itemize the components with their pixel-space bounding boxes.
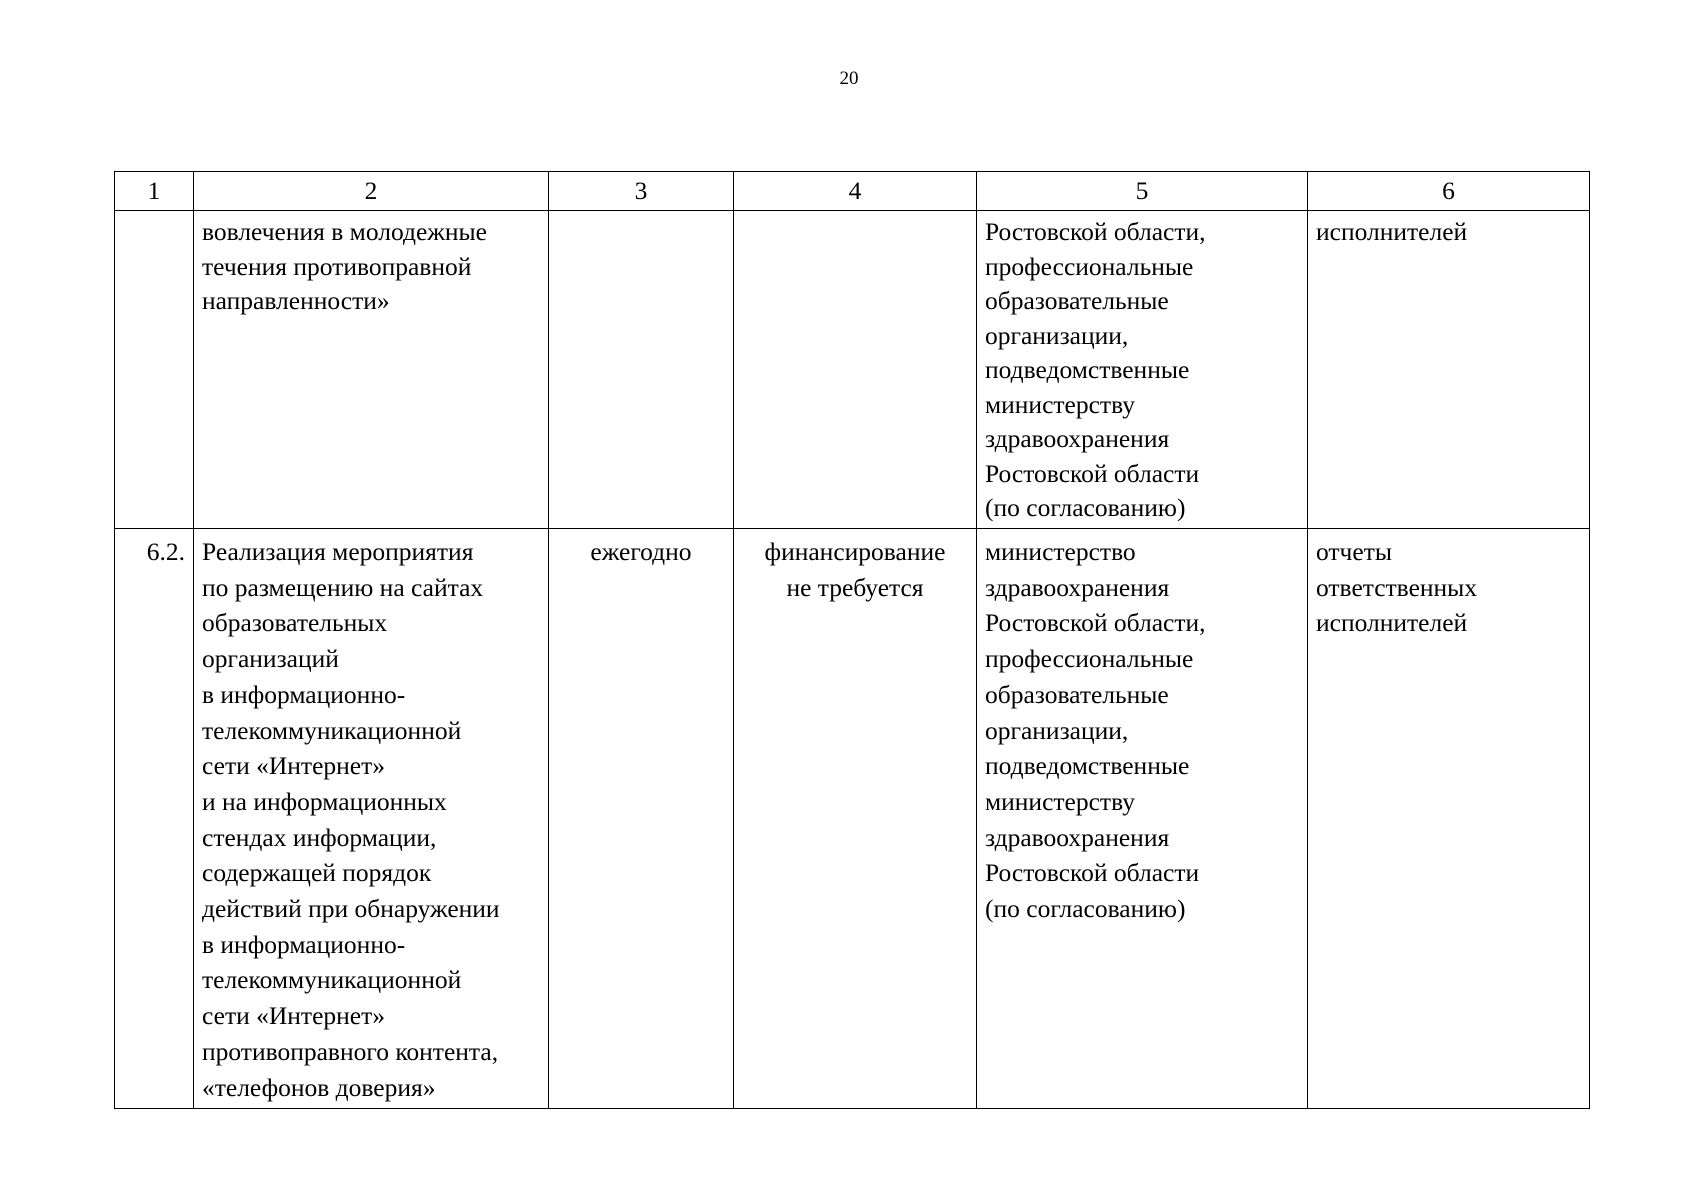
column-header-name: 2: [194, 172, 549, 211]
column-header-financing: 4: [734, 172, 977, 211]
cell-number: 6.2.: [115, 529, 194, 1109]
cell-term: [549, 211, 734, 529]
cell-name: вовлечения в молодежные течения противоправной направленности»: [194, 211, 549, 529]
cell-executors: министерство здравоохранения Ростовской области, профессиональные образовательные организации, подведомственные министерству здравоохранения Ростовской области (по согласованию): [977, 529, 1308, 1109]
cell-number: [115, 211, 194, 529]
column-header-number: 1: [115, 172, 194, 211]
cell-financing: [734, 211, 977, 529]
table-row: [115, 211, 1590, 529]
cell-result: исполнителей: [1308, 211, 1590, 529]
column-header-result: 6: [1308, 172, 1590, 211]
cell-financing: финансирование не требуется: [734, 529, 977, 1109]
cell-name: Реализация мероприятия по размещению на сайтах образовательных организаций в информационно- телекоммуникационной сети «Интернет» и на информационных стендах информации, содержащей порядок действий при обнаружении в информационно- телекоммуникационной сети «Интернет» противоправного контента, «телефонов доверия»: [194, 529, 549, 1109]
cell-result: отчеты ответственных исполнителей: [1308, 529, 1590, 1109]
table-row: [115, 529, 1590, 1109]
table-header-row: [115, 172, 1590, 211]
plan-table: [114, 171, 1590, 1109]
page-number: 20: [839, 68, 859, 89]
cell-executors: Ростовской области, профессиональные образовательные организации, подведомственные министерству здравоохранения Ростовской области (по согласованию): [977, 211, 1308, 529]
cell-term: ежегодно: [549, 529, 734, 1109]
column-header-term: 3: [549, 172, 734, 211]
column-header-executors: 5: [977, 172, 1308, 211]
